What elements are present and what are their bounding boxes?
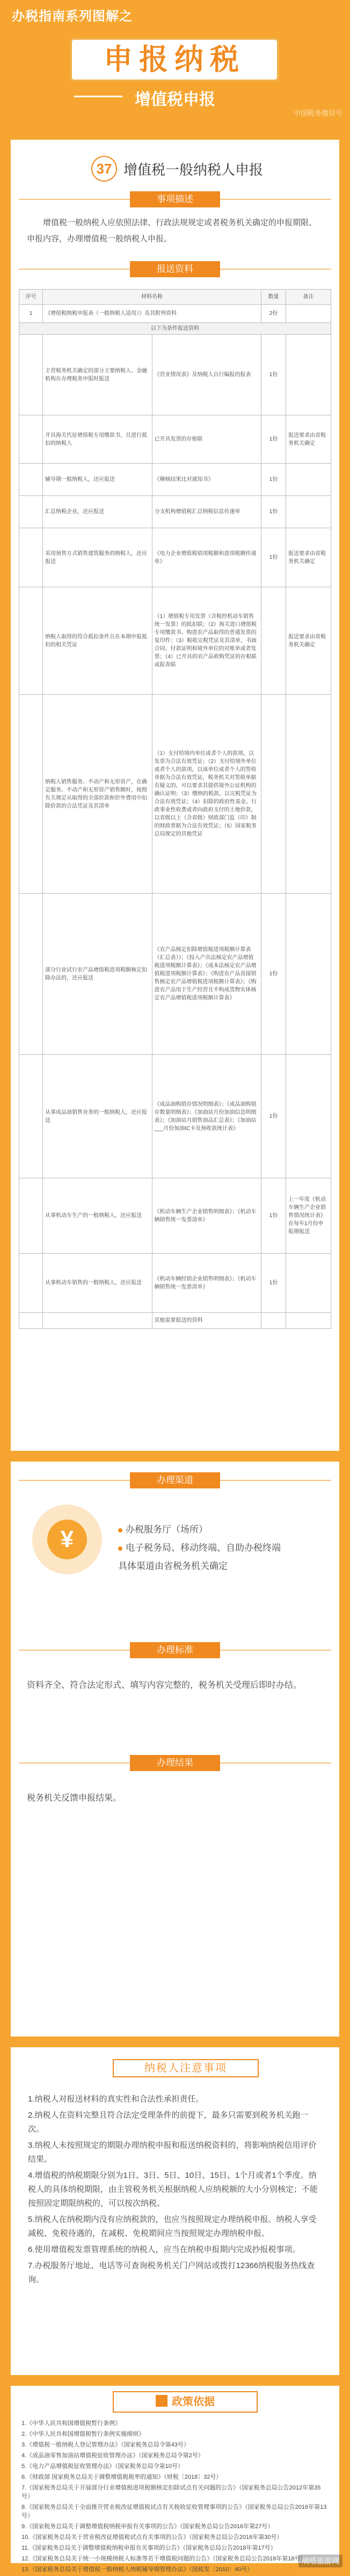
- table-row: 从事成品油销售业务的一般纳税人，还应报送 《成品油购销存情况明细表》；《成品油购销存数量明细表》；《加油站月份加油信息明细表》；《加油站月销售油品汇总表》；《加油站___月份加油IC卡及预收款统计表》 1份: [19, 1055, 331, 1178]
- policy-item: 6.《财政部 国家税务总局关于调整增值税税率的通知》（财税〔2018〕32号）: [21, 2474, 222, 2480]
- handle-channels: [118, 1521, 329, 1575]
- col-header: 材料名称: [43, 290, 261, 305]
- table-row: 主营税务机关确定的部分主要纳税人、金融机构在办理税务申报时报送 《营业情况表》及纳税人自行编报的报表 1份: [19, 335, 331, 415]
- subtitle: 增值税申报: [135, 91, 215, 109]
- notice-heading: 纳税人注意事项: [113, 2059, 259, 2077]
- policy-list: [21, 2419, 329, 2576]
- col-header: 备注: [286, 290, 331, 305]
- table-row: 其他需要报送的资料: [19, 1313, 331, 1329]
- policy-heading: 政策依据: [113, 2391, 258, 2413]
- table-row: 开具海关代征增值税专用缴款书，且进行抵扣的纳税人 已开具发票的存根联 1份 报送要求由省税务机关确定: [19, 415, 331, 464]
- main-card: [11, 140, 339, 1451]
- policy-item: 12.《国家税务总局关于统一小规模纳税人标准等若干增值税问题的公告》（国家税务总局公告2018年第18号）: [21, 2556, 307, 2562]
- policy-item: 13.《国家税务总局关于增值税一般纳税人纳税辅导期管理办法》（国税发〔2010〕40号）: [21, 2566, 253, 2573]
- policy-card: [11, 2386, 339, 2573]
- notice-card: [11, 2047, 339, 2375]
- handle-heading: 办理渠道: [130, 1472, 220, 1488]
- table-row: 辅导期一般纳税人，还应报送 《稽核结果比对通知书》 1份: [19, 464, 331, 496]
- notice-item: 2.纳税人在资料完整且符合法定受理条件的前提下，最多只需要到税务机关跑一次。: [28, 2111, 309, 2134]
- document-icon: [156, 2395, 167, 2407]
- standard-text: 资料齐全、符合法定形式、填写内容完整的，税务机关受理后即时办结。: [27, 1681, 302, 1690]
- notice-item: 3.纳税人未按照规定的期限办理纳税申报和报送纳税资料的，将影响纳税信用评价结果。: [28, 2141, 317, 2164]
- tax-bag-icon: ¥: [32, 1505, 102, 1574]
- watermark: 嘀嗒旅游网: [298, 2555, 342, 2567]
- policy-item: 11.《国家税务总局关于调整增值税纳税申报有关事项的公告》（国家税务总局公告2018年第17号）: [21, 2545, 276, 2551]
- policy-item: 9.《国家税务总局关于调整增值税纳税申报有关事项的公告》（国家税务总局公告2016年第27号）: [21, 2523, 274, 2530]
- table-row: 纳税人销售服务、不动产和无形资产，在确定服务、不动产和无形资产销售额时，按照有关规定从取得的全部价款和价外费用中扣除价款的合法凭证及其清单 （1）支付给境内单位或者个人的款项，以发票为合法有效凭证；（2）支付给境外单位或者个人的款项，以该单位或者个人的签收单据为合法有效凭证，税务机关对签收单据有疑义的，可以要求其提供境外公证机构的确认证明；（3）缴纳的税款，以完税凭证为合法有效凭证；（4）扣除的政府性基金、行政事业性收费或者向政府支付的土地价款，以省级以上（含省级）财政部门监（印）制的财政票据为合法有效凭证；（5）国家税务总局规定的其他凭证: [19, 695, 331, 894]
- description-text: 增值税一般纳税人应依照法律、行政法规规定或者税务机关确定的申报期限、申报内容，办理增值税一般纳税人申报。: [27, 218, 317, 243]
- policy-item: 2.《中华人民共和国增值税暂行条例实施细则》: [21, 2431, 145, 2437]
- policy-item: 8.《国家税务总局关于全面推开营业税改征增值税试点有关税收征收管理事项的公告》（国家税务总局公告2016年第13号）: [21, 2504, 327, 2519]
- series-title: 办税指南系列图解之: [12, 9, 133, 24]
- table-row: 从事机动车生产的一般纳税人，还应报送 《机动车辆生产企业销售明细表》；《机动车辆销售统一发票清单》 1份 上一年度《机动车辆生产企业销售情况统计表》在每年1月份申报期报送: [19, 1178, 331, 1254]
- table-row: 采用预售方式销售建筑服务的纳税人，还应报送 《电力企业增值税销项税额和进项税额传递单》 1份 报送要求由省税务机关确定: [19, 528, 331, 587]
- materials-table: [19, 289, 331, 1329]
- notice-item: 6.使用增值税发票管理系统的纳税人，应当在纳税申报期内完成抄报税事项。: [28, 2245, 301, 2254]
- handle-card: [11, 1462, 339, 2037]
- policy-item: 7.《国家税务总局关于开展部分行业增值税进项税额核定扣除试点有关问题的公告》（国家税务总局公告2012年第35号）: [21, 2485, 321, 2500]
- notice-item: 7.办税服务厅地址、电话等可查询税务机关门户网站或拨打12366纳税服务热线查询。: [28, 2261, 315, 2284]
- result-heading: 办理结果: [130, 1755, 220, 1771]
- standard-heading: 办理标准: [130, 1642, 220, 1658]
- col-header: 数量: [261, 290, 286, 305]
- table-row: 从事机动车销售的一般纳税人，还应报送 《机动车辆经销企业销售明细表》；《机动车辆销售统一发票清单》 1份: [19, 1254, 331, 1313]
- main-title: 申报纳税: [70, 38, 279, 82]
- notice-item: 1.纳税人对报送材料的真实性和合法性承担责任。: [28, 2095, 204, 2104]
- materials-heading: 报送资料: [130, 261, 220, 277]
- notice-item: 5.纳税人在纳税期内没有应纳税款的，也应当按照规定办理纳税申报。纳税人享受减税、免税待遇的，在减税、免税期间应当按照规定办理纳税申报。: [28, 2215, 317, 2238]
- result-text: 税务机关反馈申报结果。: [27, 1794, 122, 1803]
- policy-item: 1.《中华人民共和国增值税暂行条例》: [21, 2420, 121, 2427]
- item-number: 37: [91, 156, 117, 182]
- policy-item: 10.《国家税务总局关于营业税改征增值税试点有关事项的公告》（国家税务总局公告2016年第30号）: [21, 2534, 283, 2541]
- table-row: 纳税人取得的符合抵扣条件且在本期申报抵扣的相关凭证 （1）增值税专用发票（含税控机动车销售统一发票）的抵扣联；（2）海关进口增值税专用缴款书、购进农产品取得的普通发票的复印件；（3）税收完税凭证及其清单，书面合同、付款证明和境外单位的对账单或者发票；（4）已开具的农产品收购凭证的存根联或报查联 报送要求由省税务机关确定: [19, 587, 331, 695]
- policy-item: 3.《增值税一般纳税人登记管理办法》（国家税务总局令第43号）: [21, 2442, 189, 2448]
- header-banner: [0, 0, 350, 118]
- notice-list: [28, 2092, 322, 2289]
- description-heading: 事项描述: [130, 191, 220, 207]
- item-title: 增值税一般纳税人申报: [123, 162, 264, 178]
- table-row: 1 《增值税纳税申报表（一般纳税人适用）》及其附列资料 2份: [19, 305, 331, 323]
- brand-label: 中国税务微信号: [293, 109, 342, 117]
- channel-item: 电子税务局、移动终端、自助办税终端: [118, 1539, 329, 1557]
- table-row: 汇总纳税企业，还应报送 分支机构增值税汇总纳税信息传递单 1份: [19, 496, 331, 528]
- channel-item: 具体渠道由省税务机关确定: [118, 1561, 228, 1571]
- notice-item: 4.增值税的纳税期限分别为1日、3日、5日、10日、15日、1个月或者1个季度。纳税人的具体纳税期限，由主管税务机关根据纳税人应纳税额的大小分别核定；不能按照固定期限纳税的，可以按次纳税。: [28, 2171, 318, 2208]
- table-group-row: 以下为条件报送资料: [19, 323, 331, 335]
- policy-item: 5.《电力产品增值税征收管理办法》（国家税务总局令第10号）: [21, 2463, 184, 2470]
- policy-item: 4.《成品油零售加油站增值税征收管理办法》（国家税务总局令第2号）: [21, 2452, 204, 2459]
- channel-item: 办税服务厅（场所）: [118, 1521, 329, 1539]
- col-header: 序号: [19, 290, 43, 305]
- table-row: 部分行业试行农产品增值税进项税额核定扣除办法的，还应报送 《农产品核定扣除增值税进项税额计算表（汇总表）》；《投入产出法核定农产品增值税进项税额计算表》；《成本法核定农产品增值税进项税额计算表》；《购进农产品直接销售核定农产品增值税进项税额计算表》；《购进农产品用于生产经营且不构成货物实体核定农产品增值税进项税额计算表》 1份: [19, 894, 331, 1055]
